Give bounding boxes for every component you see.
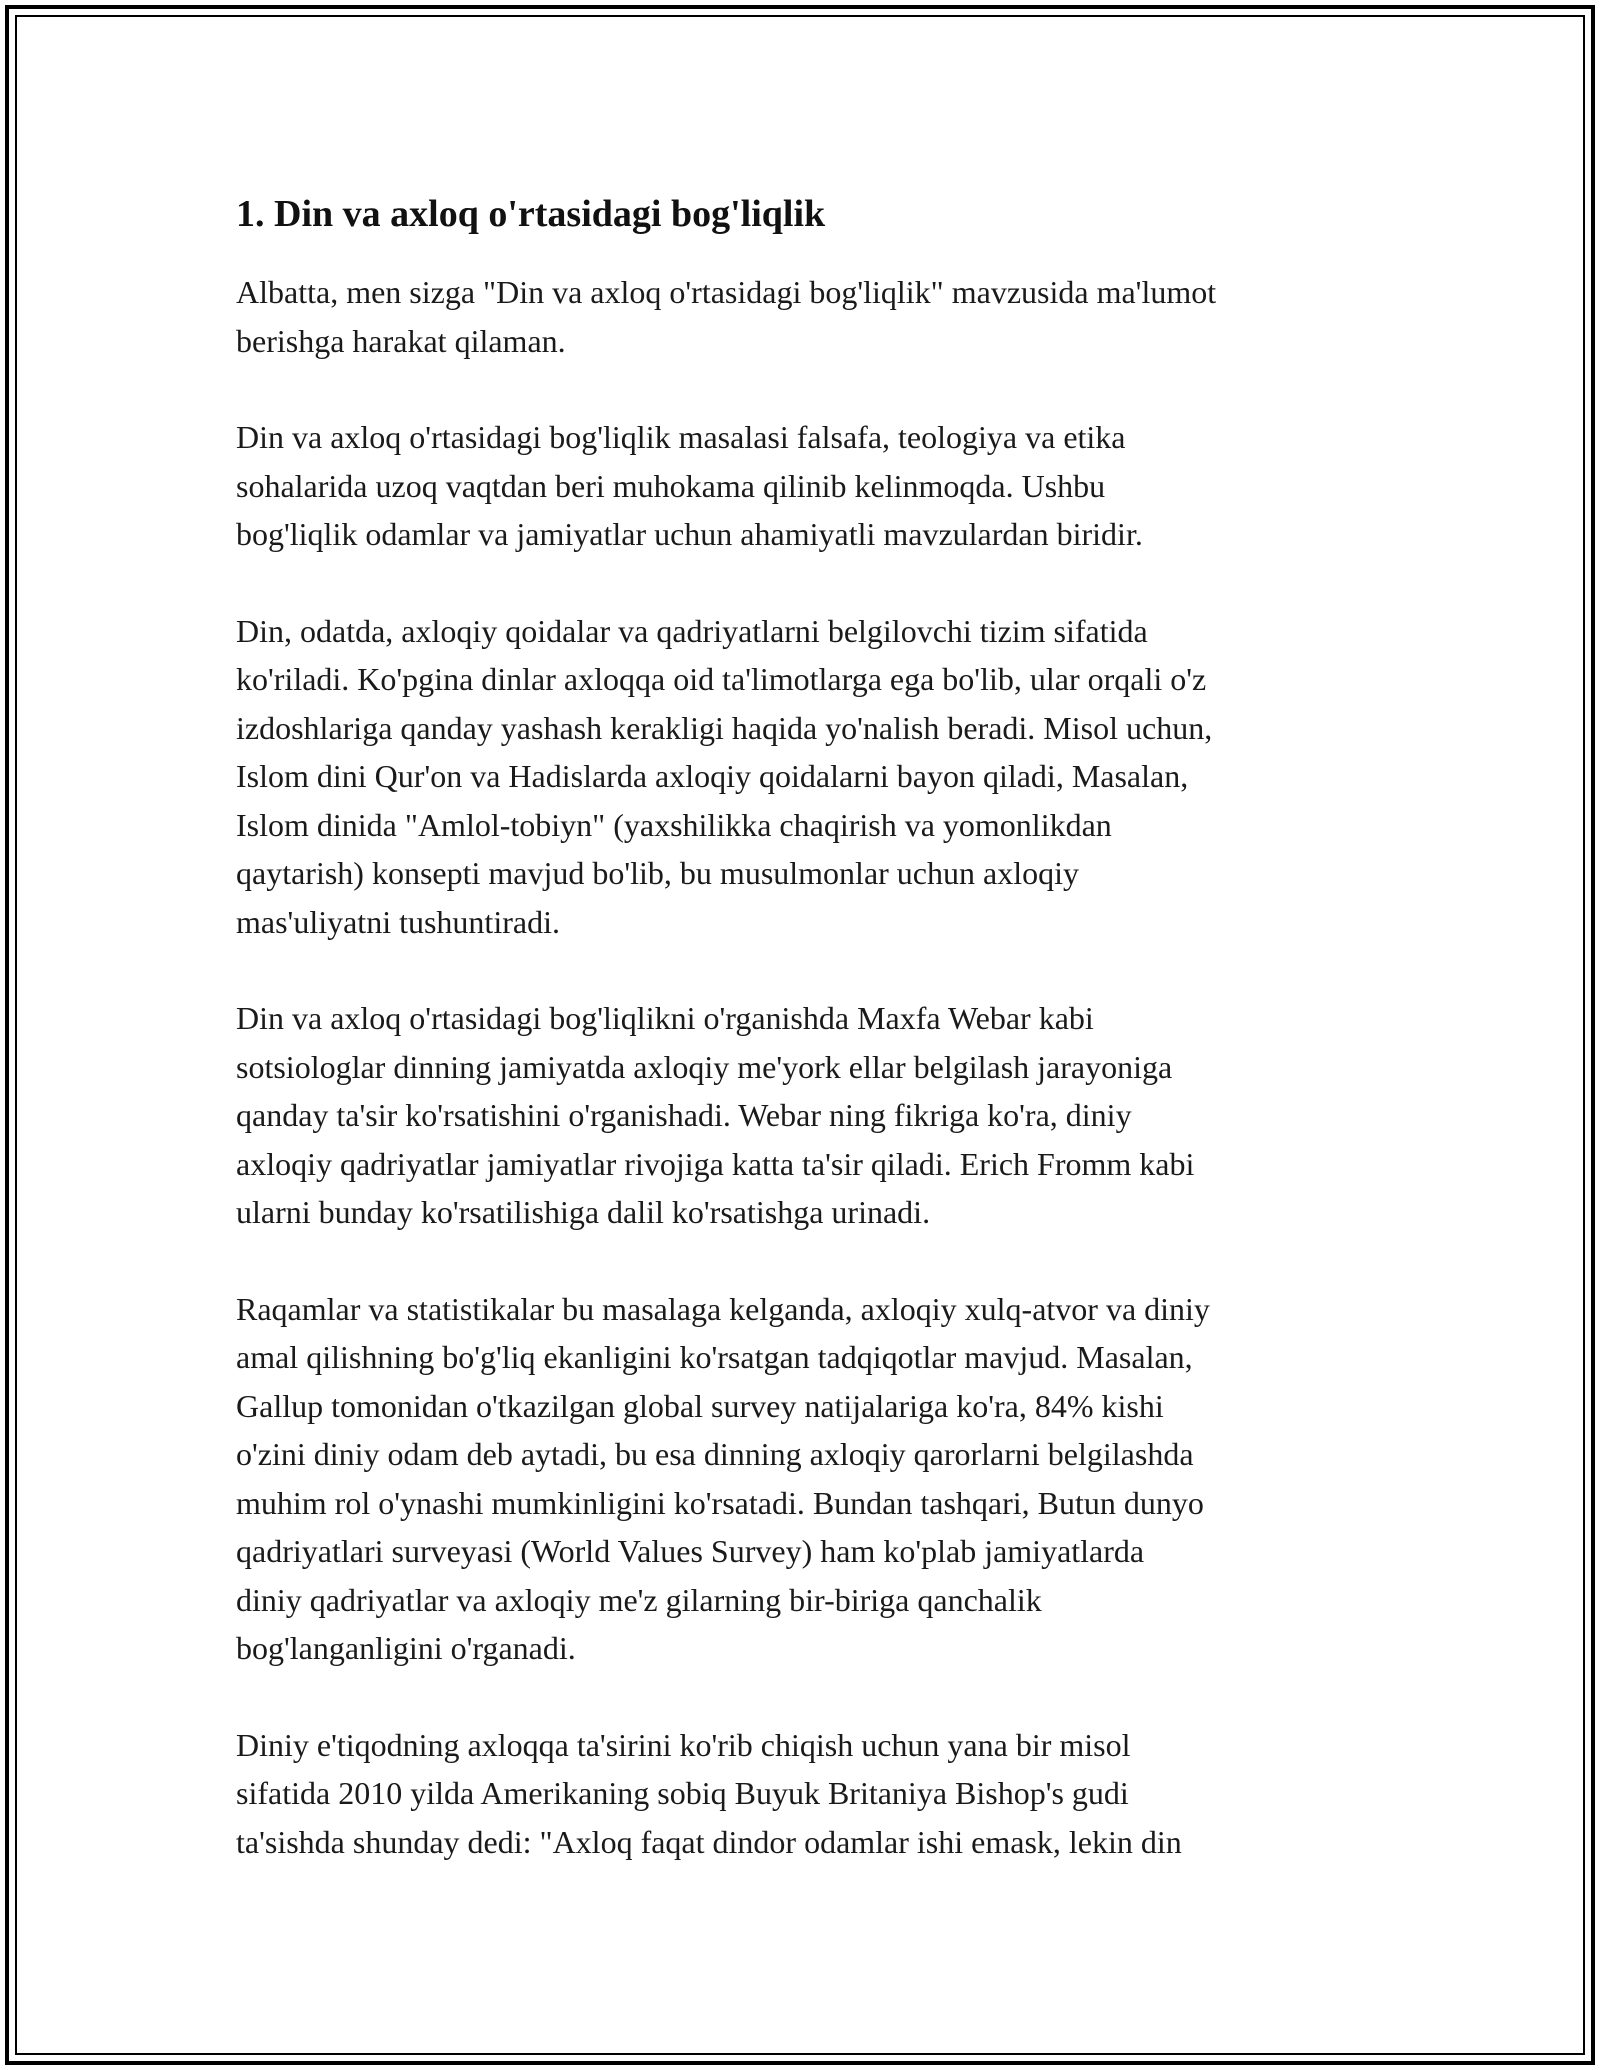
paragraph-line: Gallup tomonidan o'tkazilgan global survey natijalariga ko'ra, 84% kishi: [236, 1387, 1164, 1424]
paragraph-line: ta'sishda shunday dedi: "Axloq faqat dindor odamlar ishi emask, lekin din: [236, 1823, 1182, 1860]
paragraph-line: Raqamlar va statistikalar bu masalaga kelganda, axloqiy xulq-atvor va diniy: [236, 1290, 1210, 1327]
paragraph-line: bog'langanligini o'rganadi.: [236, 1630, 576, 1666]
paragraph-line: ko'riladi. Ko'pgina dinlar axloqqa oid ta'limotlarga ega bo'lib, ular orqali o'z: [236, 661, 1207, 697]
paragraph-line: mas'uliyatni tushuntiradi.: [236, 903, 560, 940]
paragraph-line: qanday ta'sir ko'rsatishini o'rganishadi. Webar ning fikriga ko'ra, diniy: [236, 1097, 1132, 1133]
paragraph-context: [236, 413, 1376, 559]
paragraph-line: diniy qadriyatlar va axloqiy me'z gilarning bir-biriga qanchalik: [236, 1581, 1042, 1618]
paragraph-line: amal qilishning bo'g'liq ekanligini ko'rsatgan tadqiqotlar mavjud. Masalan,: [236, 1339, 1193, 1375]
paragraph-religion-rules: [236, 607, 1376, 947]
section-title: 1. Din va axloq o'rtasidagi bog'liqlik: [236, 193, 826, 235]
document-body: [236, 180, 1376, 1914]
paragraph-example: [236, 1721, 1376, 1867]
paragraph-line: Din va axloq o'rtasidagi bog'liqlikni o'rganishda Maxfa Webar kabi: [236, 1000, 1094, 1036]
paragraph-line: Din va axloq o'rtasidagi bog'liqlik masalasi falsafa, teologiya va etika: [236, 419, 1126, 455]
paragraph-line: qadriyatlari surveyasi (World Values Survey) ham ko'plab jamiyatlarda: [236, 1533, 1145, 1569]
paragraph-line: qaytarish) konsepti mavjud bo'lib, bu musulmonlar uchun axloqiy: [236, 855, 1079, 891]
paragraph-line: Islom dinida "Amlol-tobiyn" (yaxshilikka chaqirish va yomonlikdan: [236, 806, 1112, 843]
paragraph-statistics: [236, 1285, 1376, 1673]
paragraph-line: axloqiy qadriyatlar jamiyatlar rivojiga katta ta'sir qiladi. Erich Fromm kabi: [236, 1145, 1195, 1182]
paragraph-line: Diniy e'tiqodning axloqqa ta'sirini ko'rib chiqish uchun yana bir misol: [236, 1726, 1131, 1763]
paragraph-line: izdoshlariga qanday yashash kerakligi haqida yo'nalish beradi. Misol uchun,: [236, 709, 1213, 746]
paragraph-intro: [236, 268, 1376, 365]
paragraph-line: Din, odatda, axloqiy qoidalar va qadriyatlarni belgilovchi tizim sifatida: [236, 612, 1148, 649]
paragraph-line: ularni bunday ko'rsatilishiga dalil ko'rsatishga urinadi.: [236, 1194, 931, 1230]
paragraph-line: sohalarida uzoq vaqtdan beri muhokama qilinib kelinmoqda. Ushbu: [236, 467, 1106, 504]
paragraph-line: muhim rol o'ynashi mumkinligini ko'rsatadi. Bundan tashqari, Butun dunyo: [236, 1484, 1204, 1521]
paragraph-line: bog'liqlik odamlar va jamiyatlar uchun ahamiyatli mavzulardan biridir.: [236, 516, 1143, 552]
paragraph-line: Islom dini Qur'on va Hadislarda axloqiy qoidalarni bayon qiladi, Masalan,: [236, 758, 1189, 794]
paragraph-line: sifatida 2010 yilda Amerikaning sobiq Buyuk Britaniya Bishop's gudi: [236, 1775, 1129, 1811]
paragraph-line: o'zini diniy odam deb aytadi, bu esa dinning axloqiy qarorlarni belgilashda: [236, 1436, 1194, 1472]
paragraph-line: Albatta, men sizga "Din va axloq o'rtasidagi bog'liqlik" mavzusida ma'lumot: [236, 274, 1217, 310]
paragraph-line: sotsiologlar dinning jamiyatda axloqiy me'york ellar belgilash jarayoniga: [236, 1048, 1173, 1085]
paragraph-sociology: [236, 994, 1376, 1237]
paragraph-line: berishga harakat qilaman.: [236, 322, 566, 359]
